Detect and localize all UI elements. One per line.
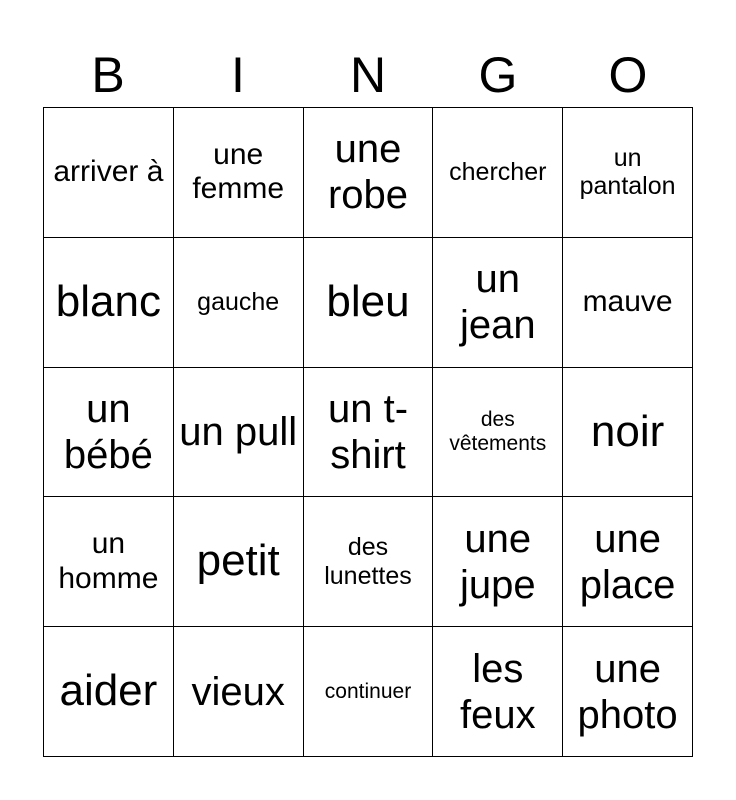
bingo-cell-r2c1[interactable] [44, 238, 174, 368]
bingo-cell-r1c5[interactable] [563, 108, 693, 238]
bingo-cell-r4c5[interactable] [563, 497, 693, 627]
cell-text: une jupe [459, 516, 536, 607]
bingo-cell-r3c4[interactable] [433, 368, 563, 498]
cell-text: blanc [55, 276, 161, 326]
bingo-board [43, 107, 693, 757]
cell-text: un bébé [63, 386, 153, 477]
bingo-cell-r4c4[interactable] [433, 497, 563, 627]
cell-text: une place [579, 516, 676, 607]
cell-text: mauve [582, 284, 673, 318]
cell-text: arriver à [53, 155, 164, 189]
cell-text: vieux [191, 669, 285, 714]
bingo-cell-r4c3[interactable] [304, 497, 434, 627]
header-letter-n: N [349, 47, 387, 103]
cell-text: petit [196, 536, 280, 586]
bingo-cell-r2c4[interactable] [433, 238, 563, 368]
cell-text: les feux [459, 646, 536, 737]
bingo-cell-r2c3[interactable] [304, 238, 434, 368]
cell-text: une robe [327, 127, 409, 218]
cell-text: une femme [192, 137, 285, 206]
cell-text: continuer [324, 679, 412, 703]
header-letter-o: O [608, 47, 648, 103]
cell-text: aider [59, 666, 158, 716]
cell-text: une photo [577, 646, 678, 737]
cell-text: un jean [459, 257, 536, 348]
cell-text: chercher [449, 158, 547, 187]
cell-text: gauche [197, 287, 280, 316]
bingo-cell-r1c3[interactable] [304, 108, 434, 238]
bingo-cell-r2c5[interactable] [563, 238, 693, 368]
bingo-cell-r5c1[interactable] [44, 627, 174, 757]
cell-text: un pantalon [579, 143, 676, 201]
cell-text: un homme [58, 527, 159, 595]
bingo-cell-r3c2[interactable] [174, 368, 304, 498]
bingo-cell-r3c5[interactable] [563, 368, 693, 498]
cell-text: noir [590, 406, 665, 456]
header-letter-b: B [91, 47, 125, 103]
bingo-cell-r3c3[interactable] [304, 368, 434, 498]
bingo-cell-r5c3[interactable] [304, 627, 434, 757]
bingo-cell-r5c5[interactable] [563, 627, 693, 757]
bingo-cell-r3c1[interactable] [44, 368, 174, 498]
bingo-cell-r1c1[interactable] [44, 108, 174, 238]
cell-text: bleu [326, 276, 410, 326]
cell-text: des vêtements [449, 407, 547, 455]
bingo-cell-r5c2[interactable] [174, 627, 304, 757]
bingo-cell-r5c4[interactable] [433, 627, 563, 757]
bingo-cell-r1c4[interactable] [433, 108, 563, 238]
cell-text: un pull [179, 409, 298, 454]
cell-text: des lunettes [324, 533, 412, 590]
bingo-cell-r4c1[interactable] [44, 497, 174, 627]
header-letter-i: I [231, 47, 245, 103]
bingo-header [43, 44, 693, 106]
cell-text: un t-shirt [327, 386, 409, 477]
bingo-cell-r2c2[interactable] [174, 238, 304, 368]
bingo-cell-r4c2[interactable] [174, 497, 304, 627]
header-letter-g: G [478, 47, 518, 103]
bingo-cell-r1c2[interactable] [174, 108, 304, 238]
